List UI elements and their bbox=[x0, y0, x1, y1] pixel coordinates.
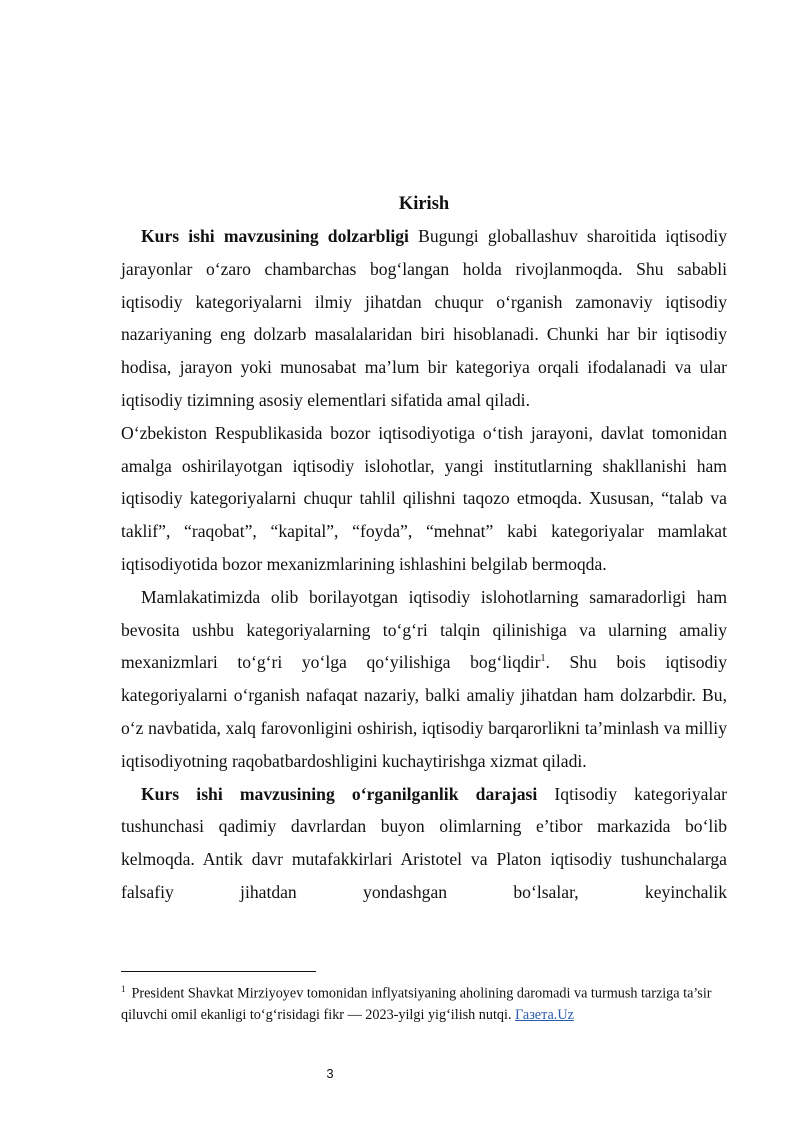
footnote-reference[interactable]: 1 bbox=[540, 653, 546, 665]
uzbekistan-text: O‘zbekiston Respublikasida bozor iqtisodiyotiga o‘tish jarayoni, davlat tomonidan amalga oshirilayotgan iqtisodiy islohotlar, yangi institutlarning shakllanishi ham iqtisodiy kategoriyalarni chuqur tahlil qilishni taqozo etmoqda. Xususan, “talab va taklif”, “raqobat”, “kapital”, “foyda”, “mehnat” kabi kategoriyalar mamlakat iqtisodiyotida bozor mexanizmlarining ishlashini belgilab bermoqda. bbox=[121, 422, 727, 574]
paragraph-uzbekistan bbox=[121, 417, 727, 581]
page-number: 3 bbox=[326, 1066, 334, 1081]
body-text bbox=[121, 220, 727, 909]
reforms-text-after: . Shu bois iqtisodiy kategoriyalarni o‘rganish nafaqat nazariy, balki amaliy jihatdan ham dolzarbdir. Bu, o‘z navbatida, xalq farovonligini oshirish, iqtisodiy barqarorlikni ta’minlash va milliy iqtisodiyotning raqobatbardoshligini kuchaytirishga xizmat qiladi. bbox=[121, 652, 727, 771]
section-title: Kirish bbox=[398, 194, 450, 214]
footnote bbox=[121, 979, 727, 1026]
footnote-number: 1 bbox=[121, 984, 126, 994]
paragraph-study-level bbox=[121, 778, 727, 909]
study-level-heading: Kurs ishi mavzusining o‘rganilganlik darajasi bbox=[141, 783, 538, 804]
study-level-text: Iqtisodiy kategoriyalar tushunchasi qadimiy davrlardan buyon olimlarning e’tibor markazida bo‘lib kelmoqda. Antik davr mutafakkirlari Aristotel va Platon iqtisodiy tushunchalarga falsafiy jihatdan yondashgan bo‘lsalar, keyinchalik bbox=[121, 783, 727, 902]
footnote-source-link[interactable]: Газета.Uz bbox=[515, 1006, 574, 1023]
paragraph-reforms bbox=[121, 581, 727, 778]
paragraph-relevance bbox=[121, 220, 727, 417]
reforms-text-before: Mamlakatimizda olib borilayotgan iqtisodiy islohotlarning samaradorligi ham bevosita ushbu kategoriyalarning to‘g‘ri talqin qilinishiga va ularning amaliy mexanizmlari to‘g‘ri yo‘lga qo‘yilishiga bog‘liqdir bbox=[121, 586, 727, 673]
relevance-heading: Kurs ishi mavzusining dolzarbligi bbox=[141, 226, 409, 246]
footnote-text: President Shavkat Mirziyoyev tomonidan inflyatsiyaning aholining daromadi va turmush tarziga ta’sir qiluvchi omil ekanligi to‘g‘risidagi fikr — 2023-yilgi yig‘ilish nutqi. bbox=[121, 985, 712, 1023]
footnote-separator bbox=[121, 971, 316, 972]
relevance-text: Bugungi globallashuv sharoitida iqtisodiy jarayonlar o‘zaro chambarchas bog‘langan holda rivojlanmoqda. Shu sababli iqtisodiy kategoriyalarni ilmiy jihatdan chuqur o‘rganish zamonaviy iqtisodiy nazariyaning eng dolzarb masalalaridan biri hisoblanadi. Chunki har bir iqtisodiy hodisa, jarayon yoki munosabat ma’lum bir kategoriya orqali ifodalanadi va ular iqtisodiy tizimning asosiy elementlari sifatida amal qiladi. bbox=[121, 226, 727, 410]
